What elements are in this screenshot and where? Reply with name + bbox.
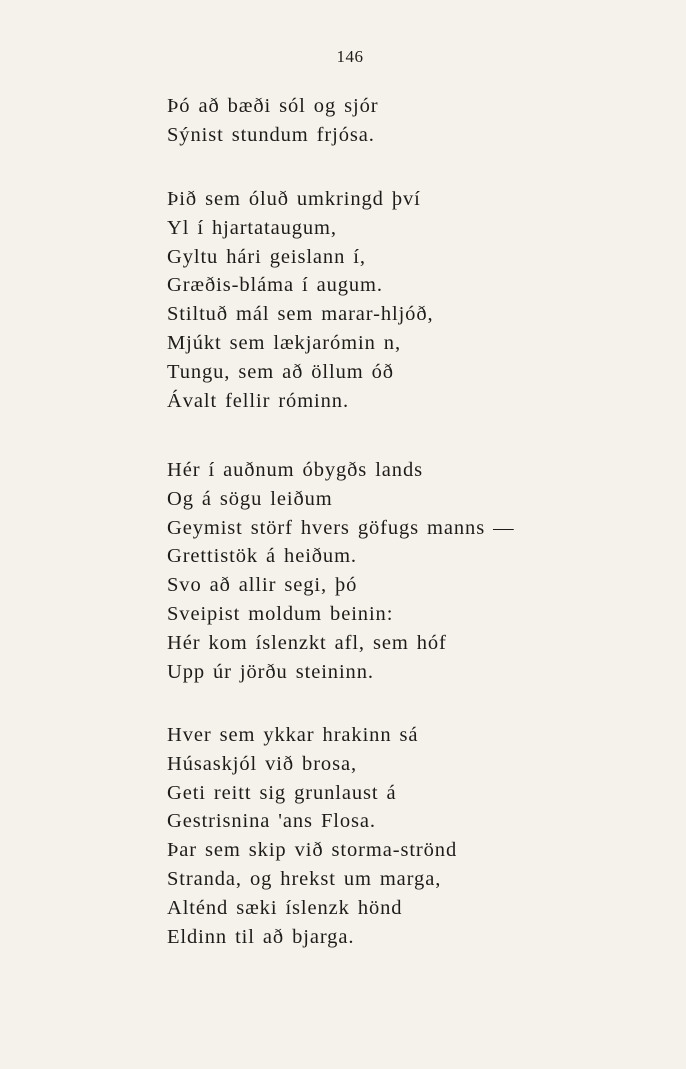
page-number: 146 [336, 47, 364, 66]
poem-line: Ávalt fellir róminn. [167, 389, 349, 412]
poem-line: Hér í auðnum óbygðs lands [167, 459, 423, 481]
poem-line: Stiltuð mál sem marar-hljóð, [167, 303, 434, 326]
stanza [167, 456, 515, 686]
poem-line: Og á sögu leiðum [167, 487, 333, 510]
poem-line: Gestrisnina 'ans Flosa. [167, 810, 376, 833]
poem-line: Græðis-bláma í augum. [167, 274, 383, 297]
poem-line: Upp úr jörðu steininn. [167, 660, 374, 683]
poem-line: Þó að bæði sól og sjór [167, 95, 379, 117]
poem-line: Sveipist moldum beinin: [167, 602, 394, 625]
poem-line: Eldinn til að bjarga. [167, 925, 355, 948]
poem-line: Þið sem óluð umkringd því [167, 188, 421, 210]
poem-line: Þar sem skip við storma-strönd [167, 839, 458, 862]
poem-line: Hver sem ykkar hrakinn sá [167, 724, 419, 746]
stanza [167, 92, 378, 150]
poem-line: Grettistök á heiðum. [167, 545, 357, 568]
poem-line: Hér kom íslenzkt afl, sem hóf [167, 631, 447, 654]
poem-line: Gyltu hári geislann í, [167, 245, 366, 268]
poem-line: Stranda, og hrekst um marga, [167, 867, 442, 890]
poem-line: Sýnist stundum frjósa. [167, 123, 375, 146]
poem-line: Húsaskjól við brosa, [167, 752, 357, 775]
poem-line: Alténd sæki íslenzk hönd [167, 896, 403, 919]
poem-line: Yl í hjartataugum, [167, 216, 337, 239]
stanza [167, 185, 434, 415]
stanza [167, 721, 457, 951]
poem-line: Geti reitt sig grunlaust á [167, 781, 397, 804]
poem-line: Mjúkt sem lækjarómin n, [167, 331, 401, 354]
poem-line: Tungu, sem að öllum óð [167, 360, 394, 383]
poem-line: Svo að allir segi, þó [167, 574, 358, 597]
poem-line: Geymist störf hvers göfugs manns — [167, 516, 515, 539]
